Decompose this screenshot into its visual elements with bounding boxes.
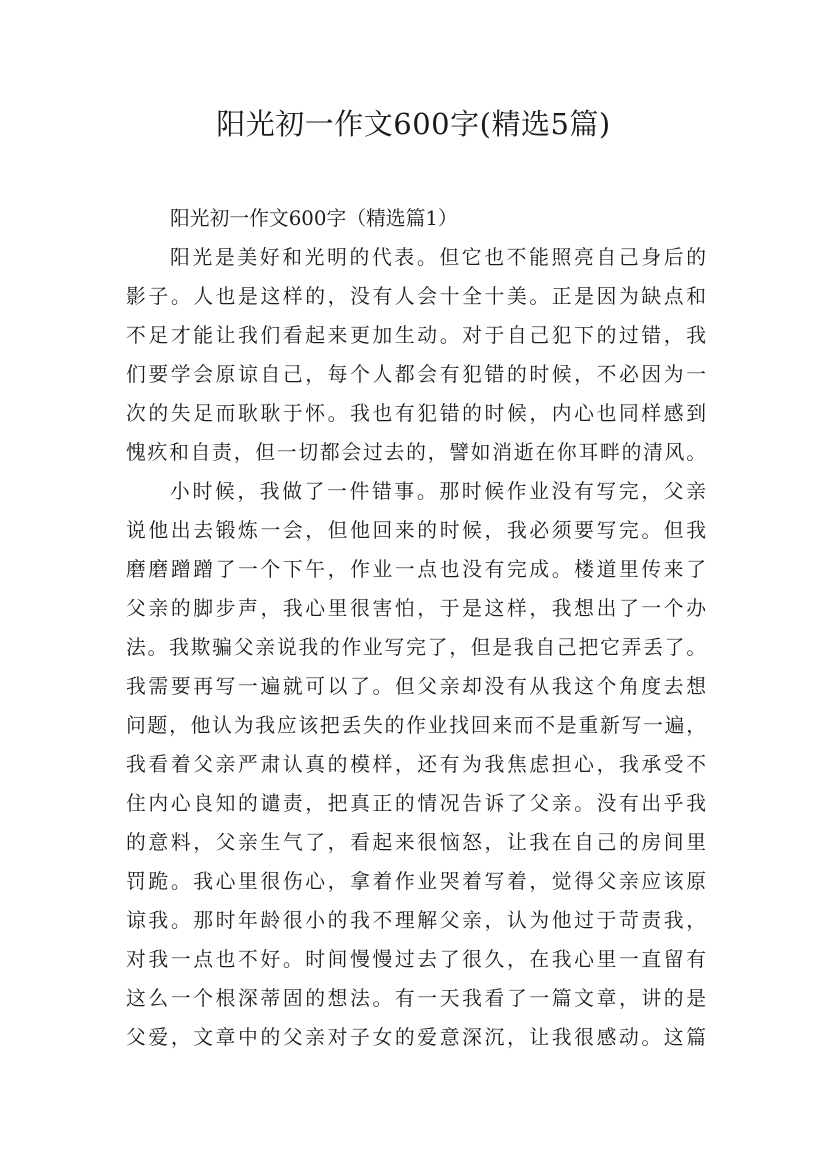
paragraph-line: 我需要再写一遍就可以了。但父亲却没有从我这个角度去想: [126, 675, 706, 698]
paragraph-line: 次的失足而耿耿于怀。我也有犯错的时候，内心也同样感到: [126, 402, 706, 425]
paragraph-line: 影子。人也是这样的，没有人会十全十美。正是因为缺点和: [126, 285, 706, 308]
document-title: 阳光初一作文600字(精选5篇): [216, 107, 611, 141]
paragraph-line: 父爱，文章中的父亲对子女的爱意深沉，让我很感动。这篇: [126, 1026, 706, 1049]
paragraph-1: [126, 238, 706, 472]
paragraph-line: 不足才能让我们看起来更加生动。对于自己犯下的过错，我: [126, 324, 706, 347]
paragraph-line: 罚跪。我心里很伤心，拿着作业哭着写着，觉得父亲应该原: [126, 870, 706, 893]
paragraph-line: 问题，他认为我应该把丢失的作业找回来而不是重新写一遍，: [126, 714, 706, 737]
paragraph-line: 们要学会原谅自己，每个人都会有犯错的时候，不必因为一: [126, 363, 706, 386]
paragraph-line: 我看着父亲严肃认真的模样，还有为我焦虑担心，我承受不: [126, 753, 706, 776]
document-body: [126, 199, 706, 1057]
paragraph-line: 说他出去锻炼一会，但他回来的时候，我必须要写完。但我: [126, 519, 706, 542]
paragraph-line: 小时候，我做了一件错事。那时候作业没有写完，父亲: [170, 480, 706, 503]
paragraph-line: 父亲的脚步声，我心里很害怕，于是这样，我想出了一个办: [126, 597, 706, 620]
paragraph-line: 阳光是美好和光明的代表。但它也不能照亮自己身后的: [170, 246, 706, 269]
section-heading: 阳光初一作文600字（精选篇1）: [170, 207, 458, 230]
paragraph-line: 谅我。那时年龄很小的我不理解父亲，认为他过于苛责我，: [126, 909, 706, 932]
paragraph-line: 法。我欺骗父亲说我的作业写完了，但是我自己把它弄丢了。: [126, 636, 706, 659]
paragraph-line: 愧疚和自责，但一切都会过去的，譬如消逝在你耳畔的清风。: [126, 441, 706, 464]
paragraph-line: 这么一个根深蒂固的想法。有一天我看了一篇文章，讲的是: [126, 987, 706, 1010]
paragraph-line: 的意料，父亲生气了，看起来很恼怒，让我在自己的房间里: [126, 831, 706, 854]
paragraph-line: 磨磨蹭蹭了一个下午，作业一点也没有完成。楼道里传来了: [126, 558, 706, 581]
paragraph-line: 住内心良知的谴责，把真正的情况告诉了父亲。没有出乎我: [126, 792, 706, 815]
paragraph-line: 对我一点也不好。时间慢慢过去了很久，在我心里一直留有: [126, 948, 706, 971]
paragraph-2: [126, 472, 706, 1057]
